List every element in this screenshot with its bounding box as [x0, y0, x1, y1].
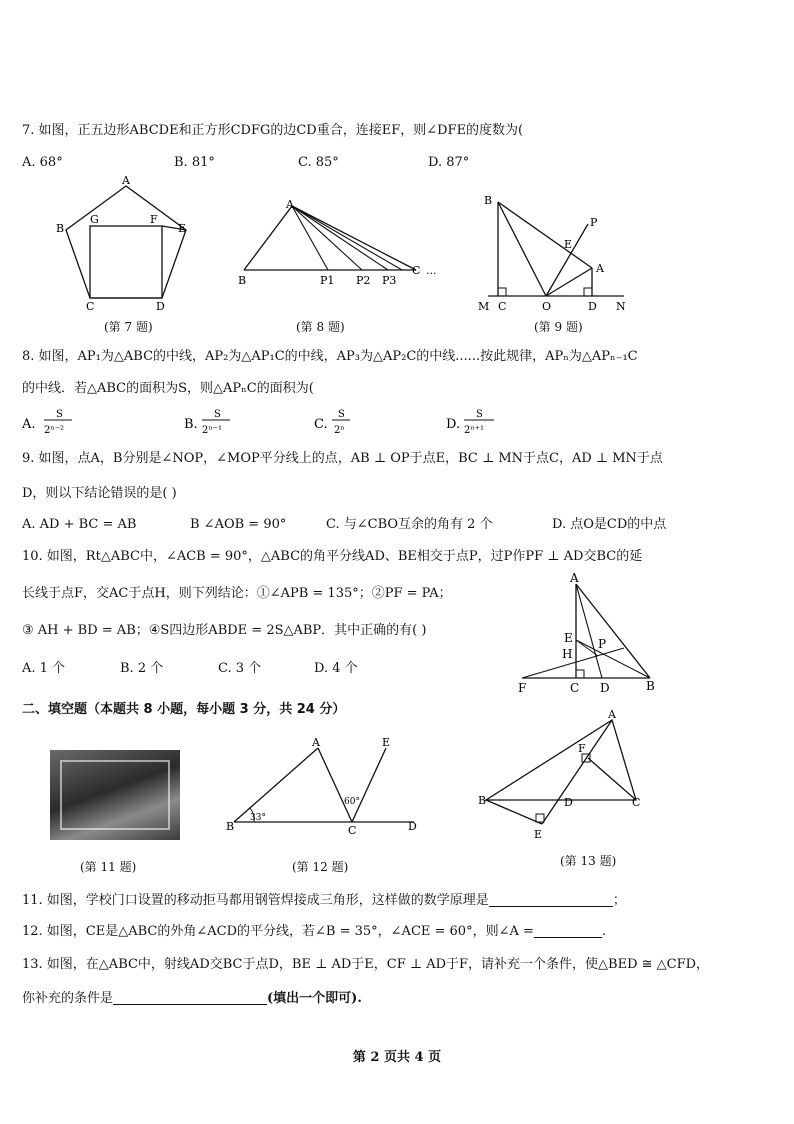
fig12-label-d: D	[408, 820, 417, 833]
q9-option-c: C. 与∠CBO互余的角有 2 个	[326, 517, 493, 532]
fig7-label-d: D	[156, 300, 165, 312]
svg-text:S: S	[214, 409, 221, 420]
figure-9	[474, 190, 634, 314]
q7-option-a: A. 68°	[22, 155, 63, 170]
fig8-label-b: B	[238, 274, 247, 287]
q8-stem-line2: 的中线．若△ABC的面积为S，则△APₙC的面积为(	[22, 381, 314, 396]
fig13-label-d: D	[564, 796, 573, 809]
fig12-angle-b: 33°	[250, 813, 266, 823]
svg-text:S: S	[338, 409, 345, 420]
fig12-angle-c: 60°	[344, 797, 360, 807]
q7-option-d: D. 87°	[428, 155, 470, 170]
q10-option-c: C. 3 个	[218, 661, 262, 676]
fig9-label-p: P	[590, 216, 598, 229]
fig9-label-o: O	[542, 300, 552, 313]
q9-stem-line2: D，则以下结论错误的是( )	[22, 486, 177, 501]
fig9-label-c: C	[498, 300, 507, 313]
figure-7	[50, 172, 210, 312]
q13-line2-suffix: (填出一个即可).	[267, 991, 362, 1006]
fig9-label-m: M	[478, 300, 490, 313]
q8-options	[20, 406, 540, 440]
q12-stem: 12. 如图，CE是△ABC的外角∠ACD的平分线，若∠B = 35°，∠ACE = 60°，则∠A =	[22, 924, 534, 939]
svg-text:2ⁿ⁻²: 2ⁿ⁻²	[44, 425, 64, 436]
fig12-label-c: C	[348, 824, 357, 837]
fig12-label-a: A	[312, 736, 320, 749]
q9-option-d: D. 点O是CD的中点	[552, 517, 667, 532]
fig10-label-d: D	[600, 681, 610, 695]
fig8-label-p2: P2	[356, 274, 371, 287]
fig12-label-b: B	[226, 820, 235, 833]
q7-option-c: C. 85°	[298, 155, 339, 170]
q8-option-b	[184, 409, 230, 436]
q12-answer-blank[interactable]	[534, 924, 602, 938]
fig7-label-e: E	[178, 222, 187, 235]
q10-stem-line3: ③ AH + BD = AB；④S四边形ABDE = 2S△ABP．其中正确的有( )	[22, 623, 427, 638]
fig10-label-h: H	[562, 647, 573, 661]
fig9-label-b: B	[484, 194, 493, 207]
q12-line	[22, 924, 606, 938]
q8-stem-line1: 8. 如图，AP₁为△ABC的中线，AP₂为△AP₁C的中线，AP₃为△AP₂C的中线......按此规律，APₙ为△APₙ₋₁C	[22, 349, 638, 364]
fig7-label-f: F	[150, 213, 158, 226]
svg-text:A.: A.	[22, 417, 36, 432]
fig9-label-d: D	[588, 300, 597, 313]
figure-13	[474, 708, 654, 848]
svg-text:S: S	[56, 409, 63, 420]
q13-line2-prefix: 你补充的条件是	[22, 991, 114, 1006]
fig13-label-b: B	[478, 794, 487, 807]
svg-text:2ⁿ⁻¹: 2ⁿ⁻¹	[202, 425, 222, 436]
figure-12	[224, 734, 424, 838]
fig8-label-dots: ...	[426, 264, 437, 277]
fig7-label-a: A	[122, 174, 130, 187]
fig8-label-a: A	[286, 198, 294, 211]
fig9-label-a: A	[596, 262, 604, 275]
figure-11-photo	[50, 750, 180, 840]
fig7-label-c: C	[86, 300, 95, 312]
svg-text:2ⁿ: 2ⁿ	[334, 425, 345, 436]
q12-tail: .	[601, 924, 607, 939]
q10-option-b: B. 2 个	[120, 661, 164, 676]
fig10-label-a: A	[570, 571, 579, 585]
svg-text:B.: B.	[184, 417, 198, 432]
q11-stem: 11. 如图，学校门口设置的移动拒马都用钢管焊接成三角形，这样做的数学原理是	[22, 893, 489, 908]
fig10-label-f: F	[518, 681, 527, 695]
q11-tail: ；	[612, 893, 626, 908]
q10-stem-line1: 10. 如图，Rt△ABC中，∠ACB = 90°，△ABC的角平分线AD、BE相交于点P，过P作PF ⊥ AD交BC的延	[22, 549, 643, 564]
q8-option-c	[314, 409, 350, 436]
q13-line2	[22, 991, 362, 1005]
figure-8	[234, 196, 449, 296]
fig10-label-b: B	[646, 679, 655, 693]
q8-option-d	[446, 409, 494, 436]
q10-option-d: D. 4 个	[314, 661, 358, 676]
fig12-caption: (第 12 题)	[292, 860, 349, 874]
fig8-label-c: C	[412, 264, 421, 277]
fig8-caption: (第 8 题)	[296, 320, 345, 334]
q9-option-b: B ∠AOB = 90°	[190, 517, 287, 532]
section-2-title: 二、填空题（本题共 8 小题，每小题 3 分，共 24 分）	[22, 702, 346, 717]
fig13-label-c: C	[632, 796, 641, 809]
fig8-label-p1: P1	[320, 274, 335, 287]
fig13-label-f: F	[578, 742, 586, 755]
fig13-caption: (第 13 题)	[560, 854, 617, 868]
q11-line	[22, 893, 626, 907]
q8-option-a	[21, 409, 72, 436]
fig7-label-g: G	[90, 213, 99, 226]
q10-option-a: A. 1 个	[22, 661, 66, 676]
q13-answer-blank[interactable]	[113, 991, 267, 1005]
page-footer: 第 2 页共 4 页	[352, 1050, 442, 1065]
fig10-label-c: C	[570, 681, 580, 695]
svg-text:D.: D.	[446, 417, 461, 432]
svg-text:S: S	[476, 409, 483, 420]
fig7-label-b: B	[56, 222, 65, 235]
fig13-label-a: A	[608, 708, 616, 721]
fig8-label-p3: P3	[382, 274, 397, 287]
fig10-label-p: P	[598, 637, 607, 651]
fig9-label-e: E	[564, 238, 573, 251]
q11-answer-blank[interactable]	[489, 893, 613, 907]
q10-stem-line2: 长线于点F，交AC于点H，则下列结论：①∠APB = 135°；②PF = PA；	[22, 586, 452, 601]
fig10-label-e: E	[564, 631, 573, 645]
q7-stem: 7. 如图，正五边形ABCDE和正方形CDFG的边CD重合，连接EF，则∠DFE的度数为(	[22, 123, 524, 138]
q13-stem: 13. 如图，在△ABC中，射线AD交BC于点D，BE ⊥ AD于E，CF ⊥ AD于F，请补充一个条件，使△BED ≅ △CFD，	[22, 957, 710, 972]
q9-option-a: A. AD + BC = AB	[22, 517, 137, 532]
svg-text:2ⁿ⁺¹: 2ⁿ⁺¹	[464, 425, 484, 436]
svg-text:C.: C.	[314, 417, 328, 432]
fig9-label-n: N	[616, 300, 626, 313]
fig9-caption: (第 9 题)	[534, 320, 583, 334]
q7-option-b: B. 81°	[174, 155, 215, 170]
fig7-caption: (第 7 题)	[104, 320, 153, 334]
fig13-label-e: E	[534, 828, 543, 841]
q9-stem-line1: 9. 如图，点A，B分别是∠NOP，∠MOP平分线上的点，AB ⊥ OP于点E，BC ⊥ MN于点C，AD ⊥ MN于点	[22, 451, 663, 466]
fig11-caption: (第 11 题)	[80, 860, 137, 874]
fig12-label-e: E	[382, 736, 391, 749]
figure-10	[512, 570, 662, 696]
